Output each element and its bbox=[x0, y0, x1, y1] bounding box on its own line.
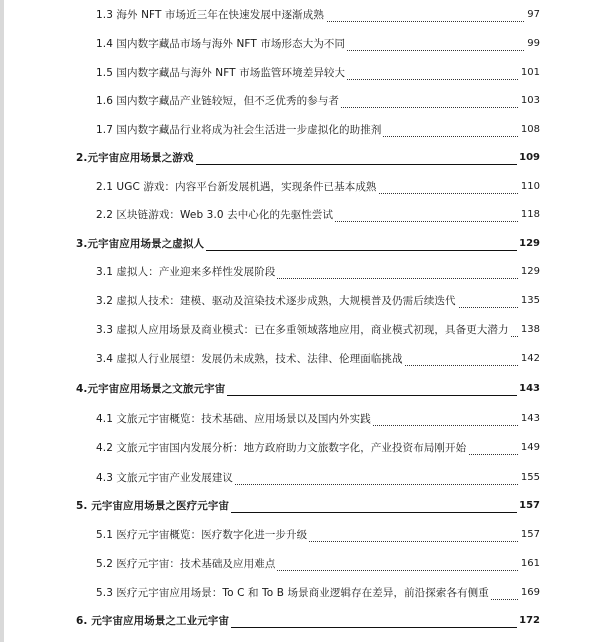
toc-page-number: 143 bbox=[519, 383, 540, 394]
toc-page-number: 108 bbox=[520, 124, 540, 135]
toc-page-number: 157 bbox=[520, 529, 540, 540]
toc-page-number: 110 bbox=[520, 181, 540, 192]
toc-entry-title: 3.4 虚拟人行业展望：发展仍未成熟，技术、法律、伦理面临挑战 bbox=[96, 353, 403, 365]
toc-entry-title: 5.3 医疗元宇宙应用场景：To C 和 To B 场景商业逻辑存在差异，前沿探索各有侧重 bbox=[96, 587, 489, 599]
toc-page-number: 169 bbox=[520, 587, 540, 598]
toc-page-number: 157 bbox=[519, 500, 540, 511]
toc-section-entry[interactable] bbox=[0, 35, 596, 55]
toc-entry-title: 5. 元宇宙应用场景之医疗元宇宙 bbox=[76, 500, 230, 512]
toc-entry-title: 1.5 国内数字藏品与海外 NFT 市场监管环境差异较大 bbox=[96, 67, 346, 79]
toc-entry-title: 3.3 虚拟人应用场景及商业模式：已在多重领域落地应用，商业模式初现，具备更大潜力 bbox=[96, 324, 509, 336]
toc-page-number: 143 bbox=[520, 413, 540, 424]
toc-section-entry[interactable] bbox=[0, 6, 596, 26]
toc-section-entry[interactable] bbox=[0, 469, 596, 489]
toc-page-number: 103 bbox=[520, 95, 540, 106]
toc-page-number: 172 bbox=[519, 615, 540, 626]
toc-entry-title: 5.2 医疗元宇宙：技术基础及应用难点 bbox=[96, 558, 276, 570]
toc-entry-title: 1.7 国内数字藏品行业将成为社会生活进一步虚拟化的助推剂 bbox=[96, 124, 382, 136]
toc-section-entry[interactable] bbox=[0, 439, 596, 459]
toc-page-number: 142 bbox=[520, 353, 540, 364]
toc-entry-title: 2.1 UGC 游戏：内容平台新发展机遇，实现条件已基本成熟 bbox=[96, 181, 377, 193]
toc-section-entry[interactable] bbox=[0, 292, 596, 312]
toc-section-entry[interactable] bbox=[0, 350, 596, 370]
toc-section-entry[interactable] bbox=[0, 584, 596, 604]
toc-page-number: 161 bbox=[520, 558, 540, 569]
toc-section-entry[interactable] bbox=[0, 92, 596, 112]
toc-page-number: 99 bbox=[527, 38, 540, 49]
toc-entry-title: 4.元宇宙应用场景之文旅元宇宙 bbox=[76, 383, 226, 395]
toc-entry-title: 3.1 虚拟人：产业迎来多样性发展阶段 bbox=[96, 266, 276, 278]
toc-page-number: 138 bbox=[520, 324, 540, 335]
toc-entry-title: 1.3 海外 NFT 市场近三年在快速发展中逐渐成熟 bbox=[96, 9, 324, 21]
toc-section-entry[interactable] bbox=[0, 321, 596, 341]
toc-entry-title: 1.6 国内数字藏品产业链较短，但不乏优秀的参与者 bbox=[96, 95, 340, 107]
toc-page-number: 149 bbox=[520, 442, 540, 453]
toc-section-entry[interactable] bbox=[0, 178, 596, 198]
toc-chapter-entry[interactable] bbox=[0, 235, 596, 255]
toc-entry-title: 3.2 虚拟人技术：建模、驱动及渲染技术逐步成熟，大规模普及仍需后续迭代 bbox=[96, 295, 456, 307]
toc-entry-title: 2.2 区块链游戏：Web 3.0 去中心化的先驱性尝试 bbox=[96, 209, 334, 221]
toc-section-entry[interactable] bbox=[0, 410, 596, 430]
toc-entry-title: 6. 元宇宙应用场景之工业元宇宙 bbox=[76, 615, 230, 627]
toc-section-entry[interactable] bbox=[0, 555, 596, 575]
toc-page-number: 129 bbox=[519, 238, 540, 249]
toc-section-entry[interactable] bbox=[0, 263, 596, 283]
toc-entry-title: 2.元宇宙应用场景之游戏 bbox=[76, 152, 194, 164]
toc-section-entry[interactable] bbox=[0, 206, 596, 226]
toc-entry-title: 1.4 国内数字藏品市场与海外 NFT 市场形态大为不同 bbox=[96, 38, 346, 50]
toc-entry-title: 4.1 文旅元宇宙概览：技术基础、应用场景以及国内外实践 bbox=[96, 413, 371, 425]
toc-chapter-entry[interactable] bbox=[0, 612, 596, 632]
toc-page-number: 109 bbox=[519, 152, 540, 163]
toc-page-number: 135 bbox=[520, 295, 540, 306]
toc-page-number: 101 bbox=[520, 67, 540, 78]
toc-entry-title: 3.元宇宙应用场景之虚拟人 bbox=[76, 238, 205, 250]
toc-page-number: 129 bbox=[520, 266, 540, 277]
toc-section-entry[interactable] bbox=[0, 64, 596, 84]
toc-section-entry[interactable] bbox=[0, 526, 596, 546]
toc-chapter-entry[interactable] bbox=[0, 380, 596, 400]
toc-section-entry[interactable] bbox=[0, 121, 596, 141]
toc-page-number: 97 bbox=[527, 9, 540, 20]
toc-entry-title: 4.3 文旅元宇宙产业发展建议 bbox=[96, 472, 234, 484]
toc-page-number: 118 bbox=[520, 209, 540, 220]
toc-entry-title: 4.2 文旅元宇宙国内发展分析：地方政府助力文旅数字化，产业投资布局刚开始 bbox=[96, 442, 467, 454]
toc-entry-title: 5.1 医疗元宇宙概览：医疗数字化进一步升级 bbox=[96, 529, 308, 541]
toc-page-number: 155 bbox=[520, 472, 540, 483]
toc-chapter-entry[interactable] bbox=[0, 149, 596, 169]
toc-chapter-entry[interactable] bbox=[0, 497, 596, 517]
